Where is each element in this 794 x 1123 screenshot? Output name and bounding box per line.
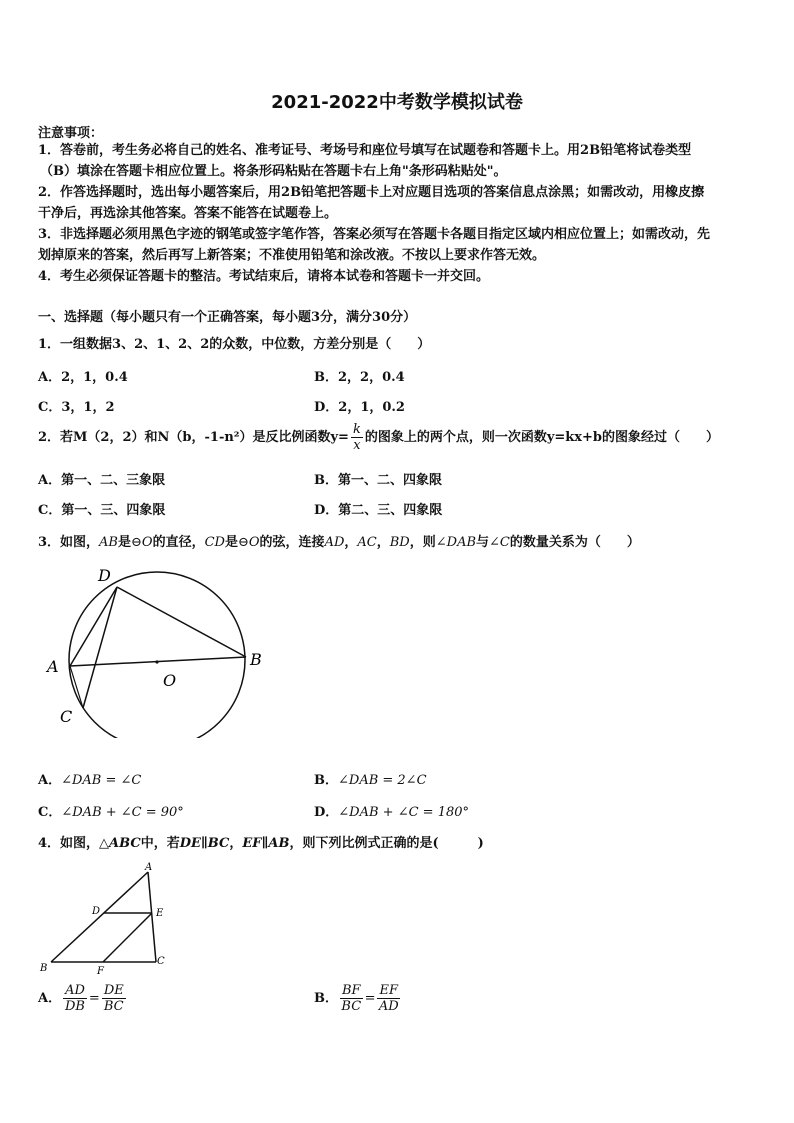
frac-den: DB <box>65 999 85 1014</box>
question-2-stem <box>38 422 719 453</box>
q3-sep: ， <box>344 535 358 550</box>
q3-ad: AD <box>324 535 345 550</box>
q1-option-b[interactable]: B．2，2，0.4 <box>314 370 405 385</box>
question-3-stem <box>38 531 640 550</box>
q1-option-d[interactable]: D．2，1，0.2 <box>314 400 405 415</box>
side-ac <box>148 872 156 962</box>
q2-fraction <box>351 422 363 453</box>
label-a: A <box>47 657 59 676</box>
notes-list <box>38 140 758 287</box>
q2-option-d[interactable]: D．第二、三、四象限 <box>314 503 443 518</box>
frac-num: DE <box>103 983 124 998</box>
q4-option-b[interactable] <box>314 983 402 1014</box>
frac-den: BC <box>341 999 362 1014</box>
q4-sep: ， <box>229 836 243 851</box>
q3-text: 的弦，连接 <box>259 535 325 550</box>
q3-text: 与 <box>476 535 490 550</box>
equals-sign: = <box>88 991 100 1006</box>
q2-stem-post: 的图象上的两个点，则一次函数y=kx+b的图象经过（ ） <box>364 430 720 445</box>
q4-text: ，则下列比例式正确的是( ) <box>289 836 484 851</box>
q2-frac-num: k <box>352 422 361 437</box>
label-d: D <box>92 906 101 917</box>
side-ab <box>51 872 148 962</box>
q4-a-frac-2 <box>102 983 126 1014</box>
label-b: B <box>250 650 262 669</box>
label-d: D <box>98 566 111 585</box>
q4-text: 4．如图， <box>38 836 100 851</box>
q3-d-expr: ∠DAB + ∠C = 180° <box>338 805 470 820</box>
q2-option-b[interactable]: B．第一、二、四象限 <box>314 473 442 488</box>
q1-option-c[interactable]: C．3，1，2 <box>38 400 115 415</box>
q2-frac-den: x <box>353 438 361 453</box>
section-heading: 一、选择题（每小题只有一个正确答案，每小题3分，满分30分） <box>38 310 417 325</box>
q3-option-c[interactable] <box>38 801 184 820</box>
note-line: （B）填涂在答题卡相应位置上。将条形码粘贴在答题卡右上角"条形码粘贴处"。 <box>40 164 507 179</box>
question-1-stem: 1．一组数据3、2、1、2、2的众数，中位数，方差分别是（ ） <box>38 337 431 352</box>
q4-b-frac-1 <box>340 983 363 1014</box>
q3-text: 的直径， <box>152 535 205 550</box>
label-b: B <box>40 963 48 974</box>
chord-bd <box>117 587 246 657</box>
label-e: E <box>156 908 164 919</box>
q4-text: 中，若 <box>140 836 180 851</box>
circle-o <box>69 572 245 738</box>
frac-num: BF <box>342 983 361 998</box>
q3-circle-o: ⊖O <box>237 535 260 550</box>
note-line: 2．作答选择题时，选出每小题答案后，用2B铅笔把答题卡上对应题目选项的答案信息点涂黑；如需改动，用橡皮擦 <box>38 185 705 200</box>
q4-a-frac-1 <box>63 983 87 1014</box>
q3-text: 3．如图， <box>38 535 100 550</box>
label-a: A <box>145 862 153 873</box>
q3-a-expr: ∠DAB = ∠C <box>61 773 142 788</box>
q3-text: 是 <box>118 535 132 550</box>
q3-circle-figure <box>40 556 280 738</box>
q3-ac: AC <box>357 535 377 550</box>
q2-option-a[interactable]: A．第一、二、三象限 <box>38 473 166 488</box>
frac-den: BC <box>103 999 124 1014</box>
q3-c-label: C． <box>38 805 62 820</box>
q2-stem-pre: 2．若M（2，2）和N（b，-1-n²）是反比例函数y= <box>38 430 349 445</box>
q3-cd: CD <box>204 535 225 550</box>
q4-ef-ab: EF∥AB <box>242 836 290 851</box>
q3-text: ，则 <box>409 535 436 550</box>
q3-a-label: A． <box>38 773 62 788</box>
q4-option-a[interactable] <box>38 983 128 1014</box>
q3-b-expr: ∠DAB = 2∠C <box>338 773 427 788</box>
equals-sign: = <box>364 991 376 1006</box>
q3-c-expr: ∠DAB + ∠C = 90° <box>61 805 184 820</box>
frac-den: AD <box>378 999 399 1014</box>
note-line: 4．考生必须保证答题卡的整洁。考试结束后，请将本试卷和答题卡一并交回。 <box>38 269 490 284</box>
q4-b-frac-2 <box>377 983 400 1014</box>
q4-de-bc: DE∥BC <box>179 836 230 851</box>
segment-ef <box>103 913 152 962</box>
label-o: O <box>163 671 177 690</box>
q3-option-b[interactable] <box>314 769 427 788</box>
q2-option-c[interactable]: C．第一、三、四象限 <box>38 503 166 518</box>
q3-text: 是 <box>224 535 238 550</box>
q3-sep: ， <box>376 535 390 550</box>
q3-b-label: B． <box>314 773 338 788</box>
note-line: 1．答卷前，考生务必将自己的姓名、准考证号、考场号和座位号填写在试题卷和答题卡上。用2B铅笔将试卷类型 <box>38 143 692 158</box>
q3-text: 的数量关系为（ ） <box>509 535 640 550</box>
notes-heading: 注意事项： <box>38 126 104 141</box>
q4-triangle-figure <box>36 858 176 978</box>
question-4-stem <box>38 832 484 851</box>
q3-d-label: D． <box>314 805 339 820</box>
label-c: C <box>157 956 165 967</box>
q3-circle-o: ⊖O <box>131 535 153 550</box>
q4-triangle: △ABC <box>99 836 141 851</box>
q3-angle-c: ∠C <box>489 535 510 550</box>
q4-b-label: B． <box>314 991 338 1006</box>
center-o <box>155 660 158 663</box>
frac-num: EF <box>379 983 398 998</box>
q4-a-label: A． <box>38 991 62 1006</box>
q3-bd: BD <box>389 535 410 550</box>
frac-num: AD <box>65 983 85 998</box>
note-line: 3．非选择题必须用黑色字迹的钢笔或签字笔作答，答案必须写在答题卡各题目指定区域内相应位置上；如需改动，先 <box>38 227 711 242</box>
q3-option-d[interactable] <box>314 801 469 820</box>
label-c: C <box>60 707 73 726</box>
q1-option-a[interactable]: A．2，1，0.4 <box>38 370 128 385</box>
note-line: 干净后，再选涂其他答案。答案不能答在试题卷上。 <box>38 206 338 221</box>
q3-option-a[interactable] <box>38 769 141 788</box>
label-f: F <box>97 966 104 977</box>
note-line: 划掉原来的答案，然后再写上新答案；不准使用铅笔和涂改液。不按以上要求作答无效。 <box>38 248 546 263</box>
q3-ab: AB <box>99 535 118 550</box>
q3-angle-dab: ∠DAB <box>435 535 477 550</box>
page-title: 2021-2022中考数学模拟试卷 <box>271 92 523 113</box>
chord-ac <box>70 666 83 708</box>
